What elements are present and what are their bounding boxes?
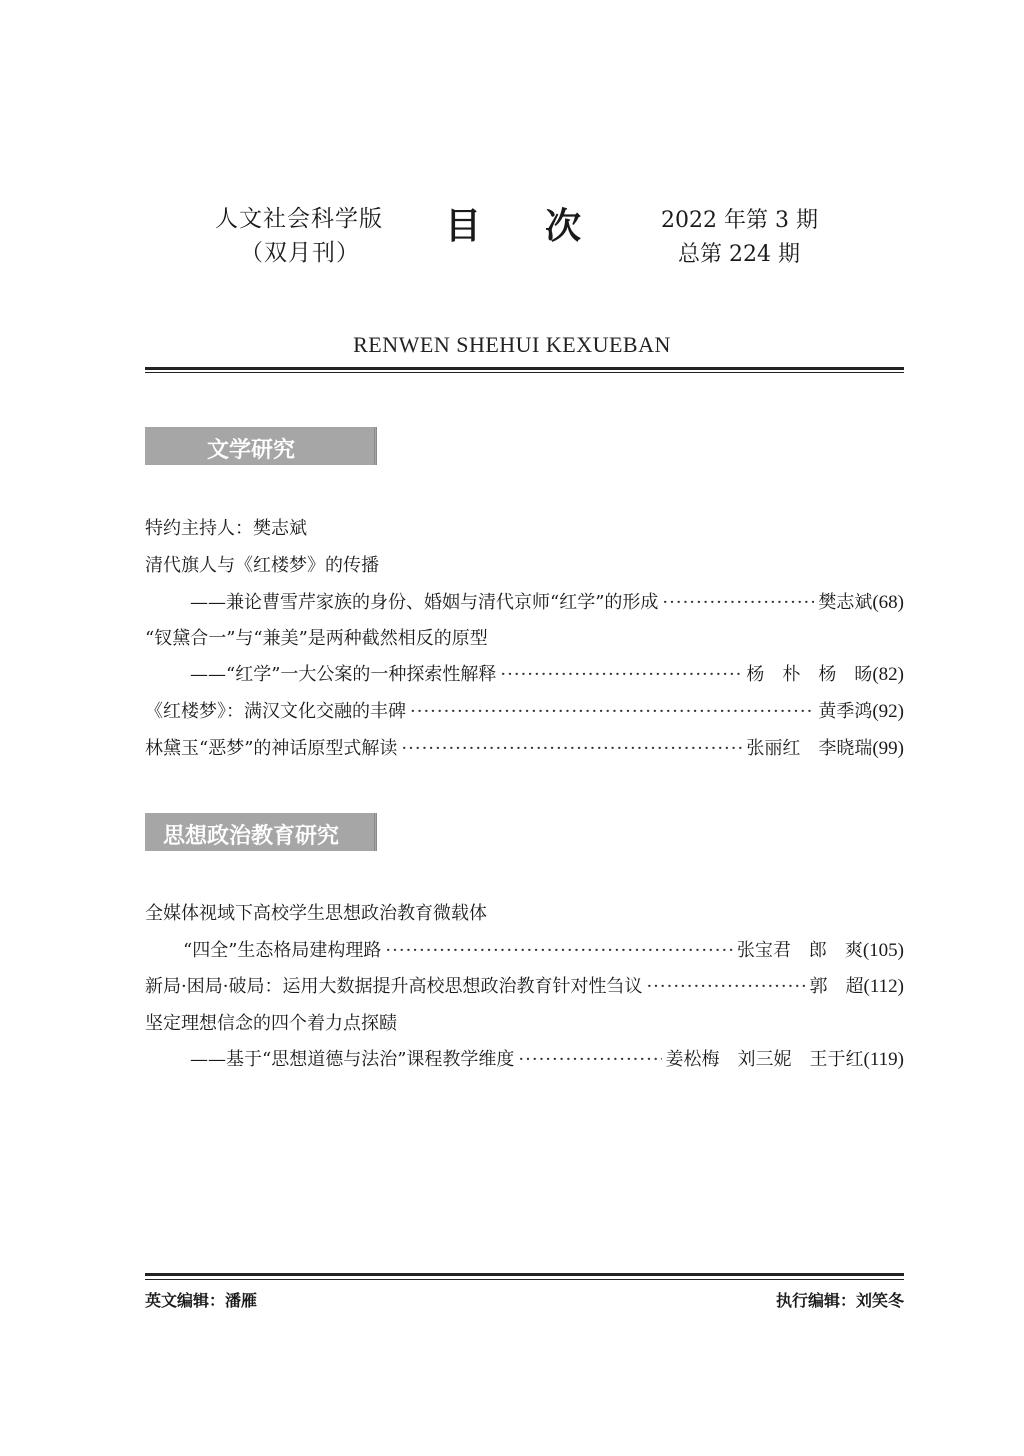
leader-dots [662, 590, 814, 616]
footer-rule-thick [145, 1273, 904, 1276]
entry-subtitle: ——“红学”一大公案的一种探索性解释 [190, 664, 497, 685]
leader-dots [500, 662, 742, 688]
entry-page: (99) [872, 738, 904, 759]
leader-dots [646, 974, 805, 1000]
toc-entry[interactable] [190, 662, 904, 688]
toc-entry[interactable] [145, 974, 904, 1000]
section-title: 文学研究 [206, 437, 295, 463]
entry-page: (68) [872, 592, 904, 613]
entry-subtitle: ——兼论曹雪芹家族的身份、婚姻与清代京师“红学”的形成 [190, 592, 659, 613]
toc-entry[interactable] [145, 901, 904, 927]
issue-number: 2022 年第 3 期 [661, 208, 818, 233]
entry-title: 林黛玉“恶梦”的神话原型式解读 [145, 738, 398, 759]
english-editor: 英文编辑：潘雁 [145, 1291, 258, 1310]
section-heading-literature [145, 427, 377, 465]
entry-subtitle: ——基于“思想道德与法治”课程教学维度 [190, 1049, 515, 1070]
entry-title: 全媒体视域下高校学生思想政治教育微载体 [145, 903, 487, 924]
header-rule-thin [145, 372, 904, 373]
pinyin-title: RENWEN SHEHUI KEXUEBAN [353, 332, 671, 357]
entry-page: (82) [872, 664, 904, 685]
entry-authors: 姜松梅 刘三妮 王于红 [665, 1049, 864, 1070]
toc-entry[interactable] [183, 938, 904, 964]
entry-authors: 杨 朴 杨 旸 [746, 664, 873, 685]
frequency-label: （双月刊） [240, 240, 360, 266]
entry-authors: 黄季鸿 [818, 701, 873, 722]
entry-title: 坚定理想信念的四个着力点探赜 [145, 1013, 397, 1034]
section-title: 思想政治教育研究 [163, 823, 340, 849]
header-rule-thick [145, 367, 904, 370]
leader-dots [410, 699, 814, 725]
entry-title: “钗黛合一”与“兼美”是两种截然相反的原型 [145, 628, 488, 649]
toc-entry[interactable] [190, 1047, 904, 1073]
edition-label: 人文社会科学版 [215, 206, 383, 232]
entry-authors: 樊志斌 [818, 592, 873, 613]
toc-entry[interactable] [145, 736, 904, 762]
entry-authors: 张宝君 郎 爽 [736, 940, 863, 961]
entry-authors: 张丽红 李晓瑞 [746, 738, 873, 759]
section-heading-ideology-education [145, 813, 377, 851]
entry-page: (112) [863, 976, 904, 997]
toc-entry[interactable] [145, 1011, 904, 1037]
entry-page: (119) [863, 1049, 904, 1070]
footer-rule-thin [145, 1279, 904, 1280]
entry-title: 《红楼梦》：满汉文化交融的丰碑 [145, 701, 406, 722]
executive-editor: 执行编辑：刘笑冬 [775, 1291, 904, 1310]
leader-dots [401, 736, 742, 762]
toc-entry[interactable] [145, 699, 904, 725]
leader-dots [385, 938, 732, 964]
toc-entry[interactable] [145, 553, 904, 579]
entry-page: (105) [862, 940, 904, 961]
total-issue-number: 总第 224 期 [678, 242, 800, 267]
entry-subtitle: “四全”生态格局建构理路 [183, 940, 382, 961]
guest-host-line [145, 516, 904, 542]
entry-title: 新局·困局·破局：运用大数据提升高校思想政治教育针对性刍议 [145, 976, 643, 997]
toc-entry[interactable] [190, 590, 904, 616]
toc-title: 目次 [445, 206, 646, 247]
guest-host: 特约主持人：樊志斌 [145, 518, 307, 539]
entry-authors: 郭 超 [809, 976, 864, 997]
entry-page: (92) [872, 701, 904, 722]
entry-title: 清代旗人与《红楼梦》的传播 [145, 555, 379, 576]
toc-entry[interactable] [145, 626, 904, 652]
leader-dots [518, 1047, 661, 1073]
